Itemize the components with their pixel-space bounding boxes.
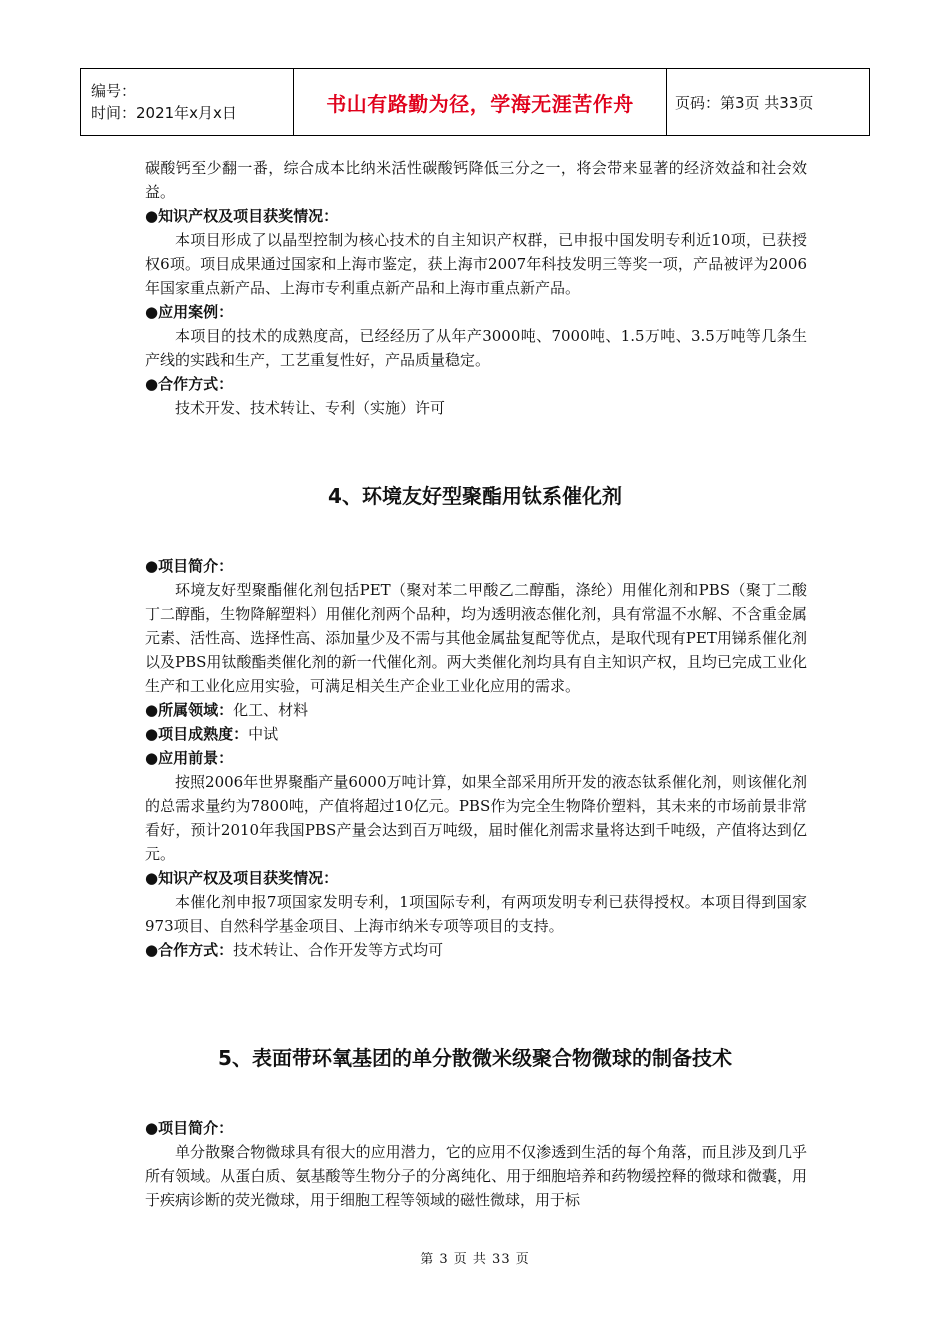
s4-field-label: ●所属领域： xyxy=(145,701,234,719)
s4-coop-line xyxy=(145,938,807,962)
s4-maturity-value: 中试 xyxy=(248,725,279,743)
s4-coop-label: ●合作方式： xyxy=(145,941,234,959)
doc-date-label: 时间：2021年x月x日 xyxy=(91,104,237,122)
s4-ip-label: ●知识产权及项目获奖情况： xyxy=(145,869,339,887)
section-5-title: 5、表面带环氧基团的单分散微米级聚合物微球的制备技术 xyxy=(218,1046,732,1070)
page-footer: 第 3 页 共 33 页 xyxy=(420,1252,530,1267)
coop-paragraph: 技术开发、技术转让、专利（实施）许可 xyxy=(175,399,446,417)
s4-coop-value: 技术转让、合作开发等方式均可 xyxy=(233,941,444,959)
header-table xyxy=(80,68,870,136)
s4-intro-paragraph: 环境友好型聚酯催化剂包括PET（聚对苯二甲酸乙二醇酯，涤纶）用催化剂和PBS（聚丁二酸丁二醇酯，生物降解塑料）用催化剂两个品种，均为透明液态催化剂，具有常温不水解、不含重金属元素、活性高、选择性高、添加量少及不需与其他金属盐复配等优点，是取代现有PET用锑系催化剂以及PBS用钛酸酯类催化剂的新一代催化剂。两大类催化剂均具有自主知识产权，且均已完成工业化生产和工业化应用实验，可满足相关生产企业工业化应用的需求。 xyxy=(145,581,807,695)
block-previous-section xyxy=(145,156,807,420)
ip-label: ●知识产权及项目获奖情况： xyxy=(145,207,339,225)
header-motto: 书山有路勤为径，学海无涯苦作舟 xyxy=(326,91,634,116)
header-page-cell xyxy=(667,69,870,136)
s4-maturity-line xyxy=(145,722,807,746)
section-4-title: 4、环境友好型聚酯用钛系催化剂 xyxy=(328,484,622,508)
s4-maturity-label: ●项目成熟度： xyxy=(145,725,249,743)
header-motto-cell xyxy=(294,69,667,136)
continuation-paragraph: 碳酸钙至少翻一番，综合成本比纳米活性碳酸钙降低三分之一，将会带来显著的经济效益和社会效益。 xyxy=(145,159,807,201)
section-5-body xyxy=(145,1116,807,1212)
coop-label: ●合作方式： xyxy=(145,375,234,393)
s4-ip-paragraph: 本催化剂申报7项国家发明专利，1项国际专利，有两项发明专利已获得授权。本项目得到国家973项目、自然科学基金项目、上海市纳米专项等项目的支持。 xyxy=(145,893,807,935)
header-page-code: 页码：第3页 共33页 xyxy=(675,93,814,112)
case-label: ●应用案例： xyxy=(145,303,234,321)
s4-field-value: 化工、材料 xyxy=(233,701,309,719)
s5-intro-paragraph: 单分散聚合物微球具有很大的应用潜力，它的应用不仅渗透到生活的每个角落，而且涉及到几乎所有领域。从蛋白质、氨基酸等生物分子的分离纯化、用于细胞培养和药物缓控释的微球和微囊，用于疾病诊断的荧光微球，用于细胞工程等领域的磁性微球，用于标 xyxy=(145,1143,807,1209)
s5-intro-label: ●项目简介： xyxy=(145,1119,234,1137)
s4-prospect-paragraph: 按照2006年世界聚酯产量6000万吨计算，如果全部采用所开发的液态钛系催化剂，则该催化剂的总需求量约为7800吨，产值将超过10亿元。PBS作为完全生物降价塑料，其未来的市场前景非常看好，预计2010年我国PBS产量会达到百万吨级，届时催化剂需求量将达到千吨级，产值将达到亿元。 xyxy=(145,773,807,863)
case-paragraph: 本项目的技术的成熟度高，已经经历了从年产3000吨、7000吨、1.5万吨、3.5万吨等几条生产线的实践和生产，工艺重复性好，产品质量稳定。 xyxy=(145,327,807,369)
s4-prospect-label: ●应用前景： xyxy=(145,749,234,767)
ip-paragraph: 本项目形成了以晶型控制为核心技术的自主知识产权群，已申报中国发明专利近10项，已获授权6项。项目成果通过国家和上海市鉴定，获上海市2007年科技发明三等奖一项，产品被评为2006年国家重点新产品、上海市专利重点新产品和上海市重点新产品。 xyxy=(145,231,807,297)
section-4-body xyxy=(145,554,807,962)
s4-intro-label: ●项目简介： xyxy=(145,557,234,575)
s4-field-line xyxy=(145,698,807,722)
doc-number-label: 编号： xyxy=(91,82,137,100)
header-info-cell xyxy=(81,69,294,136)
